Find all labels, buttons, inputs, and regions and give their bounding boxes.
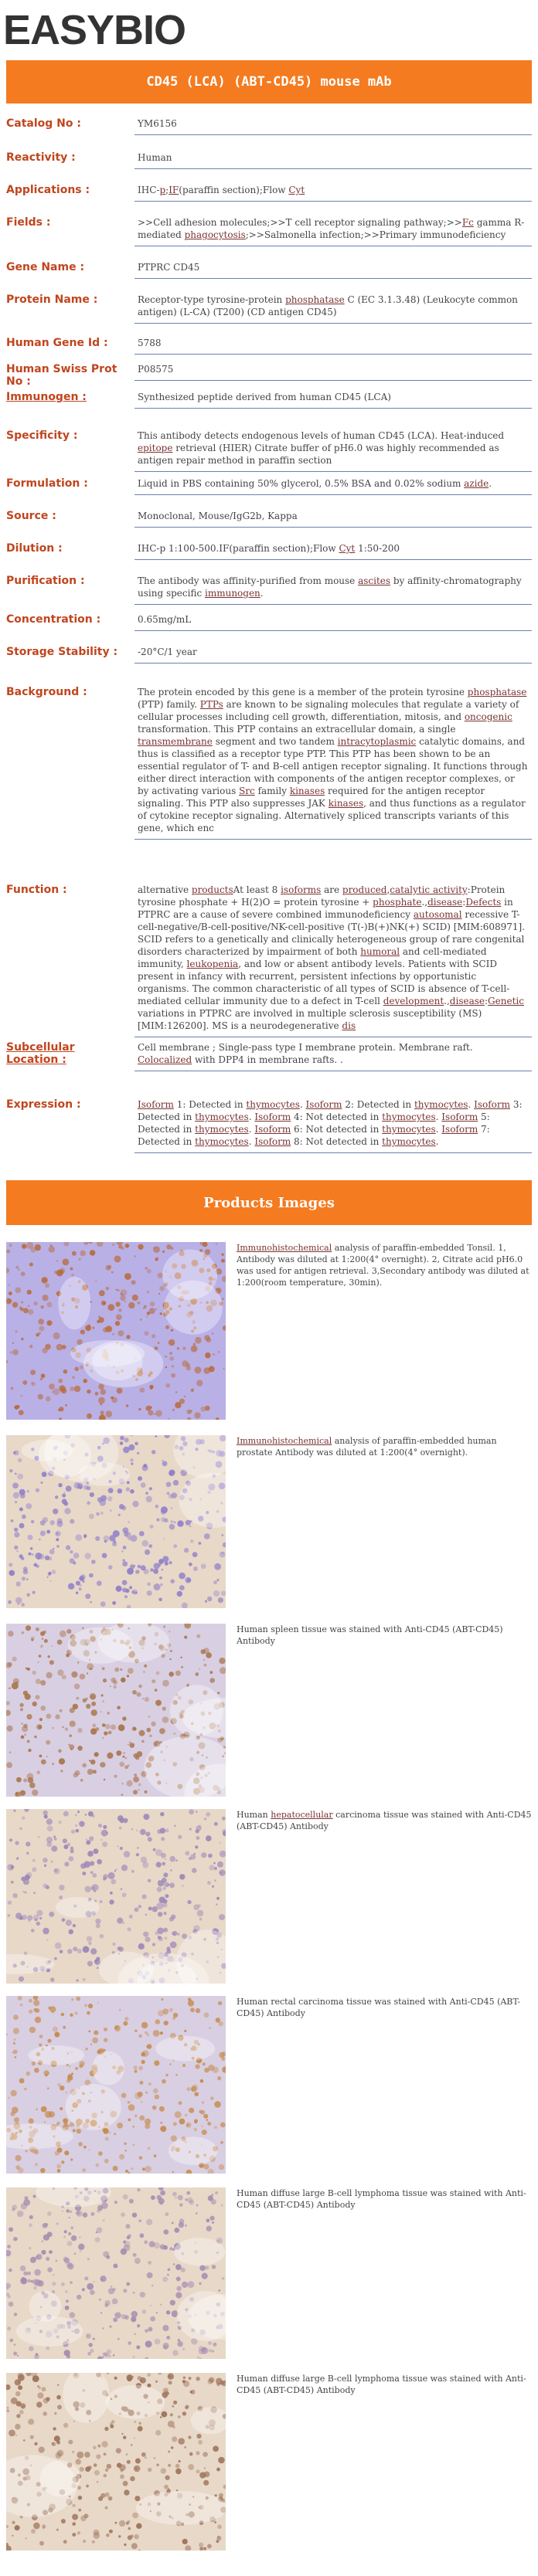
text-run: ;: [165, 185, 169, 195]
spec-value: [134, 388, 532, 409]
term-link[interactable]: Fc: [461, 217, 474, 228]
text-run: recessive T-cell-negative/B-cell-positive/NK-cell-positive (T(-)B(+)NK(+) SCID) [MIM:608971]. SCID refers to a genetically and clinically heterogeneous group of rare congenital disorders characterized by impairment of both: [138, 909, 526, 957]
text-run: transformation. This PTP contains an extracellular domain, a single: [138, 724, 456, 735]
term-link[interactable]: development: [383, 996, 444, 1006]
term-link[interactable]: catalytic activity: [390, 884, 468, 895]
text-run: are: [321, 884, 342, 895]
image-caption: [237, 2373, 532, 2551]
spec-row: [0, 881, 538, 1038]
text-run: ,: [386, 884, 390, 895]
term-link[interactable]: products: [191, 884, 233, 895]
spec-row: [0, 213, 538, 258]
term-link[interactable]: Colocalized: [138, 1054, 192, 1065]
text-run: 2: Detected in: [342, 1099, 414, 1110]
spec-label: Applications :: [6, 184, 90, 196]
term-link[interactable]: thymocytes: [195, 1136, 249, 1147]
spec-label: Catalog No :: [6, 117, 81, 130]
spec-label: Background :: [6, 686, 87, 698]
text-run: :: [462, 897, 466, 908]
text-run: (paraffin section);Flow: [179, 185, 289, 195]
text-run: are known to be signaling molecules that regulate a variety of cellular processes including cell growth, differentiation, mitosis, and: [138, 699, 519, 722]
term-link[interactable]: humoral: [360, 946, 400, 957]
term-link[interactable]: thymocytes: [382, 1124, 436, 1135]
text-run: :Protein tyrosine phosphate + H(2)O = protein tyrosine +: [138, 884, 506, 908]
text-run: carcinoma tissue was stained with Anti-CD45 (ABT-CD45) Antibody: [237, 1810, 532, 1831]
products-images-title: Products Images: [203, 1194, 335, 1211]
text-run: >>Cell adhesion molecules;>>T cell receptor signaling pathway;>>: [138, 217, 462, 228]
term-link[interactable]: Cyt: [339, 543, 356, 554]
spec-label: Specificity :: [6, 429, 78, 442]
term-link[interactable]: thymocytes: [246, 1099, 300, 1110]
term-link[interactable]: thymocytes: [414, 1099, 468, 1110]
text-run: .: [299, 1099, 306, 1110]
text-run: .: [260, 588, 264, 599]
text-run: IHC-: [138, 185, 160, 195]
spec-table: [0, 114, 538, 1157]
spec-label: Formulation :: [6, 477, 88, 490]
text-run: ;>>Salmonella infection;>>Primary immunodeficiency: [245, 229, 506, 240]
spec-row: [0, 360, 538, 388]
text-run: catalytic domains, and thus is classified as a receptor type PTP. This PTP has been shown to be an essential regulator of T- and B-cell antigen receptor signaling. It functions through either direct interaction with components of the antigen receptor complexes, or by activating various: [138, 736, 528, 796]
image-caption: [237, 1624, 532, 1797]
text-run: .,: [444, 996, 450, 1006]
text-run: alternative: [138, 884, 192, 895]
text-run: 8: Not detected in: [291, 1136, 383, 1147]
logo-text: EASYBIO: [3, 7, 186, 53]
term-link[interactable]: epitope: [138, 443, 173, 453]
spec-row: [0, 507, 538, 539]
term-link[interactable]: phagocytosis: [184, 229, 246, 240]
text-run: 0.65mg/mL: [138, 614, 192, 625]
spec-value: [134, 539, 532, 560]
spec-value: [134, 360, 532, 381]
product-image-row: [0, 1996, 538, 2174]
term-link[interactable]: Defects: [465, 897, 502, 908]
product-image-row: [0, 1242, 538, 1420]
spec-value: [134, 1038, 532, 1071]
text-run: PTPRC CD45: [138, 262, 200, 273]
spec-row: [0, 258, 538, 290]
term-link[interactable]: disease: [427, 897, 463, 908]
spec-label: Concentration :: [6, 613, 101, 626]
text-run: 4: Not detected in: [291, 1112, 383, 1122]
text-run: Human: [237, 1810, 271, 1820]
spec-label: Human Gene Id :: [6, 337, 108, 349]
spec-label: Expression :: [6, 1098, 81, 1111]
term-link[interactable]: Isoform: [138, 1099, 174, 1110]
text-run: :: [485, 996, 489, 1006]
ihc-stain-image[interactable]: [6, 1996, 226, 2174]
spec-label: Protein Name :: [6, 294, 98, 306]
text-run: Human diffuse large B-cell lymphoma tissue was stained with Anti-CD45 (ABT-CD45) Antibody: [237, 2188, 526, 2210]
term-link[interactable]: p: [159, 185, 166, 195]
spec-label: Human Swiss Prot No :: [6, 363, 117, 388]
spec-label: Function :: [6, 884, 67, 896]
spec-label: Subcellular Location :: [6, 1041, 75, 1066]
term-link[interactable]: ascites: [358, 575, 391, 586]
spec-value: [134, 881, 532, 1037]
term-link[interactable]: Isoform: [305, 1099, 342, 1110]
image-caption: [237, 2187, 532, 2359]
text-run: in PTPRC are a cause of severe combined immunodeficiency: [138, 897, 513, 920]
image-caption: [237, 1435, 532, 1608]
text-run: .: [489, 478, 492, 489]
text-run: 3: Detected in: [138, 1099, 523, 1122]
spec-label: Dilution :: [6, 542, 63, 555]
spec-value: [134, 181, 532, 202]
term-link[interactable]: autosomal: [413, 909, 462, 920]
spec-row: [0, 539, 538, 572]
ihc-stain-image[interactable]: [6, 1435, 226, 1608]
text-run: .: [435, 1136, 439, 1147]
spec-row: [0, 426, 538, 474]
term-link[interactable]: thymocytes: [382, 1112, 436, 1122]
text-run: .,: [421, 897, 428, 908]
spec-row: [0, 181, 538, 213]
text-run: At least 8: [233, 884, 281, 895]
term-link[interactable]: Isoform: [474, 1099, 510, 1110]
text-run: Synthesized peptide derived from human CD45 (LCA): [138, 392, 391, 402]
ihc-stain-image[interactable]: [6, 1624, 226, 1797]
text-run: 7: Detected in: [138, 1124, 490, 1147]
term-link[interactable]: Immunohistochemical: [237, 1243, 332, 1253]
text-run: Human rectal carcinoma tissue was stained with Anti-CD45 (ABT-CD45) Antibody: [237, 1997, 521, 2018]
text-run: YM6156: [138, 118, 177, 129]
term-link[interactable]: Isoform: [254, 1112, 291, 1122]
image-caption: [237, 1996, 532, 2174]
image-caption: [237, 1242, 532, 1420]
spec-value: [134, 507, 532, 528]
ihc-stain-image[interactable]: [6, 1809, 226, 1984]
term-link[interactable]: disease: [449, 996, 485, 1006]
text-run: The antibody was affinity-purified from mouse: [138, 575, 359, 586]
spec-value: [134, 290, 532, 324]
term-link[interactable]: PTPs: [199, 699, 223, 710]
term-link[interactable]: phosphate: [373, 897, 422, 908]
text-run: segment and two tandem: [212, 736, 338, 747]
page-title: [6, 60, 532, 104]
spec-row: [0, 334, 538, 360]
spec-row: [0, 683, 538, 881]
spec-value: [134, 643, 532, 664]
term-link[interactable]: intracytoplasmic: [337, 736, 417, 747]
image-caption: [237, 1809, 532, 1984]
product-image-row: [0, 2187, 538, 2359]
text-run: This antibody detects endogenous levels of human CD45 (LCA). Heat-induced: [138, 430, 505, 441]
term-link[interactable]: oncogenic: [464, 711, 512, 722]
text-run: Human spleen tissue was stained with Anti-CD45 (ABT-CD45) Antibody: [237, 1624, 503, 1646]
text-run: .: [248, 1124, 255, 1135]
text-run: 6: Not detected in: [291, 1124, 383, 1135]
text-run: (PTP) family.: [138, 699, 200, 710]
product-title: CD45 (LCA) (ABT-CD45) mouse mAb: [146, 74, 392, 90]
spec-label: Source :: [6, 510, 56, 522]
term-link[interactable]: phosphatase: [285, 294, 345, 305]
product-image-row: [0, 2373, 538, 2551]
product-image-row: [0, 1435, 538, 1608]
text-run: P08575: [138, 364, 174, 375]
term-link[interactable]: Isoform: [254, 1136, 291, 1147]
text-run: Monoclonal, Mouse/IgG2b, Kappa: [138, 511, 298, 521]
text-run: .: [468, 1099, 475, 1110]
spec-value: [134, 1095, 532, 1153]
spec-value: [134, 334, 532, 355]
spec-value: [134, 258, 532, 279]
spec-row: [0, 290, 538, 334]
term-link[interactable]: thymocytes: [382, 1136, 436, 1147]
term-link[interactable]: dis: [342, 1020, 356, 1031]
text-run: C (EC 3.1.3.48) (Leukocyte common antigen) (L-CA) (T200) (CD antigen CD45): [138, 294, 518, 317]
text-run: .: [248, 1136, 255, 1147]
spec-value: [134, 148, 532, 169]
spec-row: [0, 643, 538, 683]
text-run: family: [254, 786, 290, 796]
text-run: The protein encoded by this gene is a member of the protein tyrosine: [138, 687, 468, 697]
product-image-row: [0, 1809, 538, 1984]
term-link[interactable]: Src: [239, 786, 255, 796]
term-link[interactable]: Isoform: [441, 1124, 478, 1135]
text-run: with DPP4 in membrane rafts. .: [192, 1054, 343, 1065]
ihc-stain-image[interactable]: [6, 2373, 226, 2551]
spec-row: [0, 1038, 538, 1095]
ihc-stain-image[interactable]: [6, 1242, 226, 1420]
term-link[interactable]: transmembrane: [138, 736, 213, 747]
spec-row: [0, 1095, 538, 1157]
spec-row: [0, 148, 538, 181]
term-link[interactable]: Isoform: [441, 1112, 478, 1122]
term-link[interactable]: Genetic: [488, 996, 524, 1006]
spec-row: [0, 388, 538, 426]
text-run: analysis of paraffin-embedded Tonsil. 1, Antibody was diluted at 1:200(4° overnight). 2, Citrate acid pH6.0 was used for antigen retrieval. 3,Secondary antibody was diluted at 1:200(room temperature, 30min).: [237, 1243, 529, 1288]
term-link[interactable]: kinases: [328, 798, 364, 809]
spec-row: [0, 572, 538, 610]
term-link[interactable]: thymocytes: [195, 1124, 249, 1135]
term-link[interactable]: leukopenia: [186, 959, 239, 969]
text-run: 1:50-200: [355, 543, 400, 554]
text-run: , and low or absent antibody levels. Patients with SCID present in infancy with recurrent, persistent infections by opportunistic organisms. The common characteristic of all types of SCID is absence of T-cell-mediated cellular immunity due to a defect in T-cell: [138, 959, 510, 1006]
product-image-row: [0, 1624, 538, 1797]
text-run: Receptor-type tyrosine-protein: [138, 294, 286, 305]
spec-row: [0, 610, 538, 643]
text-run: IHC-p 1:100-500.IF(paraffin section);Flow: [138, 543, 339, 554]
text-run: , and thus functions as a regulator of cytokine receptor signaling. Alternatively spliced transcripts variants of this gene, which enc: [138, 798, 526, 833]
spec-label: Gene Name :: [6, 261, 85, 273]
spec-label: Fields :: [6, 216, 51, 229]
ihc-stain-image[interactable]: [6, 2187, 226, 2359]
text-run: 5: Detected in: [138, 1112, 490, 1135]
spec-label: Immunogen :: [6, 391, 87, 403]
spec-value: [134, 426, 532, 472]
term-link[interactable]: kinases: [289, 786, 325, 796]
spec-row: [0, 114, 538, 148]
spec-value: [134, 114, 532, 135]
text-run: and cell-mediated immunity,: [138, 946, 487, 969]
term-link[interactable]: azide: [464, 478, 489, 489]
term-link[interactable]: phosphatase: [467, 687, 527, 697]
text-run: 1: Detected in: [173, 1099, 247, 1110]
term-link[interactable]: isoforms: [281, 884, 322, 895]
text-run: 5788: [138, 338, 162, 348]
text-run: retrieval (HIER) Citrate buffer of pH6.0 was highly recommended as antigen repair method in paraffin section: [138, 443, 499, 466]
spec-value: [134, 213, 532, 246]
spec-label: Reactivity :: [6, 151, 76, 164]
text-run: .: [248, 1112, 255, 1122]
text-run: .: [435, 1124, 442, 1135]
text-run: by affinity-chromatography using specific: [138, 575, 522, 599]
term-link[interactable]: produced: [342, 884, 387, 895]
spec-label: Storage Stability :: [6, 646, 118, 658]
text-run: .: [435, 1112, 442, 1122]
text-run: Human: [138, 152, 172, 163]
term-link[interactable]: hepatocellular: [271, 1810, 333, 1820]
spec-value: [134, 474, 532, 495]
spec-value: [134, 683, 532, 840]
text-run: Liquid in PBS containing 50% glycerol, 0.5% BSA and 0.02% sodium: [138, 478, 465, 489]
term-link[interactable]: immunogen: [205, 588, 260, 599]
spec-value: [134, 572, 532, 605]
term-link[interactable]: Cyt: [288, 185, 305, 195]
text-run: variations in PTPRC are involved in multiple sclerosis susceptibility (MS) [MIM:126200]. MS is a neurodegenerative: [138, 1008, 482, 1031]
text-run: Human diffuse large B-cell lymphoma tissue was stained with Anti-CD45 (ABT-CD45) Antibody: [237, 2374, 526, 2395]
term-link[interactable]: IF: [169, 185, 179, 195]
spec-label: Purification :: [6, 575, 85, 587]
text-run: -20°C/1 year: [138, 647, 197, 657]
spec-row: [0, 474, 538, 507]
text-run: analysis of paraffin-embedded human prostate Antibody was diluted at 1:200(4° overnight).: [237, 1436, 497, 1458]
text-run: required for the antigen receptor signaling. This PTP also suppresses JAK: [138, 786, 485, 809]
text-run: Cell membrane ; Single-pass type I membrane protein. Membrane raft.: [138, 1042, 473, 1053]
product-images-list: [0, 1242, 538, 2551]
spec-value: [134, 610, 532, 631]
text-run: gamma R-mediated: [138, 217, 525, 240]
products-images-header: [6, 1180, 532, 1225]
brand-logo[interactable]: [0, 0, 538, 56]
term-link[interactable]: Immunohistochemical: [237, 1436, 332, 1446]
term-link[interactable]: Isoform: [254, 1124, 291, 1135]
term-link[interactable]: thymocytes: [195, 1112, 249, 1122]
